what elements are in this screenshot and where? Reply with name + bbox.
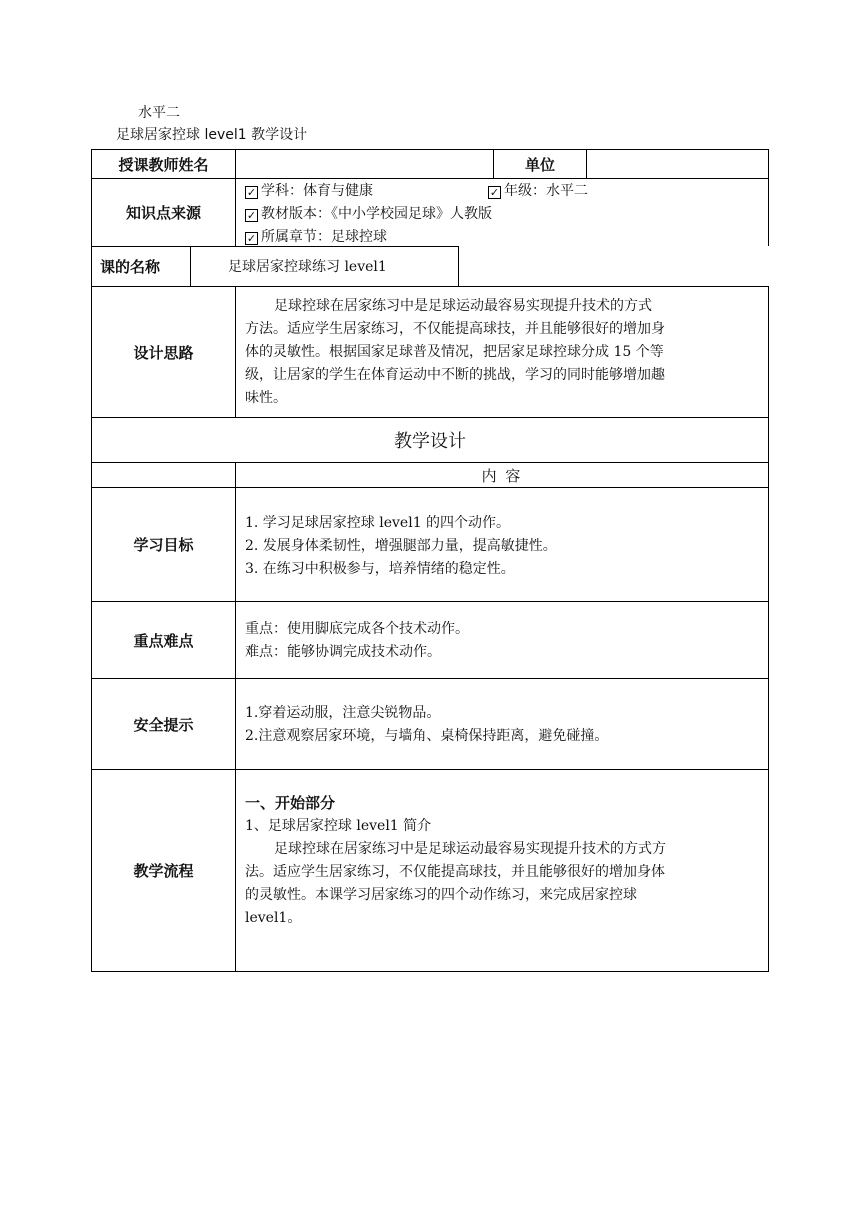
- grade-checkbox[interactable]: [488, 180, 588, 203]
- process-row: [91, 769, 769, 972]
- goal-item: 3. 在练习中积极参与，培养情绪的稳定性。: [245, 561, 515, 577]
- process-subheading: 1、足球居家控球 level1 简介: [245, 818, 432, 834]
- goals-content: [236, 488, 768, 601]
- check-icon: ✓: [246, 209, 257, 222]
- teacher-row: [91, 149, 769, 178]
- teacher-value: [236, 150, 494, 178]
- goal-item: 1. 学习足球居家控球 level1 的四个动作。: [245, 515, 511, 531]
- document-title: 足球居家控球 level1 教学设计: [116, 127, 308, 143]
- content-header-row: [91, 462, 769, 487]
- safety-item: 1.穿着运动服，注意尖锐物品。: [245, 705, 441, 721]
- source-row: [91, 178, 769, 246]
- key-item: 重点：使用脚底完成各个技术动作。: [245, 621, 469, 637]
- section-title: 教学设计: [91, 417, 769, 462]
- goals-label: 学习目标: [92, 488, 236, 601]
- process-line: 足球控球在居家练习中是足球运动最容易实现提升技术的方式方: [274, 841, 666, 857]
- design-line: 体的灵敏性。根据国家足球普及情况，把居家足球控球分成 15 个等: [245, 344, 664, 360]
- process-line: 的灵敏性。本课学习居家练习的四个动作练习，来完成居家控球: [245, 887, 637, 903]
- teacher-label: 授课教师姓名: [92, 150, 236, 178]
- unit-label: 单位: [494, 150, 587, 178]
- safety-content: [236, 679, 768, 769]
- key-label: 重点难点: [92, 602, 236, 678]
- check-icon: ✓: [246, 232, 257, 245]
- key-item: 难点：能够协调完成技术动作。: [245, 644, 441, 660]
- chapter-text: 所属章节：足球控球: [261, 229, 387, 245]
- subject-checkbox[interactable]: [245, 183, 373, 199]
- textbook-checkbox[interactable]: [245, 203, 768, 226]
- process-label: 教学流程: [92, 770, 236, 971]
- source-content: [236, 179, 768, 246]
- content-header: 内 容: [481, 466, 523, 485]
- process-line: level1。: [245, 910, 302, 926]
- lesson-row: [91, 246, 459, 286]
- design-label: 设计思路: [92, 287, 236, 417]
- design-line: 级，让居家的学生在体育运动中不断的挑战，学习的同时能够增加趣: [245, 367, 665, 383]
- design-row: [91, 286, 769, 417]
- grade-text: 年级：水平二: [504, 183, 588, 199]
- design-line: 味性。: [245, 390, 287, 406]
- process-heading: 一、开始部分: [245, 794, 336, 812]
- unit-value: [587, 150, 768, 178]
- content-header-blank: [92, 463, 236, 487]
- key-content: [236, 602, 768, 678]
- safety-row: [91, 678, 769, 769]
- goals-row: [91, 487, 769, 601]
- subject-text: 学科：体育与健康: [261, 183, 373, 199]
- lesson-label: 课的名称: [92, 247, 191, 286]
- design-line: 足球控球在居家练习中是足球运动最容易实现提升技术的方式: [274, 298, 652, 314]
- process-line: 法。适应学生居家练习，不仅能提高球技，并且能够很好的增加身体: [245, 864, 665, 880]
- design-line: 方法。适应学生居家练习，不仅能提高球技，并且能够很好的增加身: [245, 321, 665, 337]
- key-row: [91, 601, 769, 678]
- design-content: [236, 287, 768, 417]
- textbook-text: 教材版本：《中小学校园足球》人教版: [261, 206, 492, 222]
- safety-label: 安全提示: [92, 679, 236, 769]
- check-icon: ✓: [489, 186, 500, 199]
- goal-item: 2. 发展身体柔韧性，增强腿部力量，提高敏捷性。: [245, 538, 557, 554]
- lesson-value: 足球居家控球练习 level1: [191, 247, 459, 286]
- check-icon: ✓: [246, 186, 257, 199]
- safety-item: 2.注意观察居家环境，与墙角、桌椅保持距离，避免碰撞。: [245, 728, 609, 744]
- source-label: 知识点来源: [92, 179, 236, 246]
- process-content: [236, 770, 768, 971]
- level-label: 水平二: [138, 105, 180, 121]
